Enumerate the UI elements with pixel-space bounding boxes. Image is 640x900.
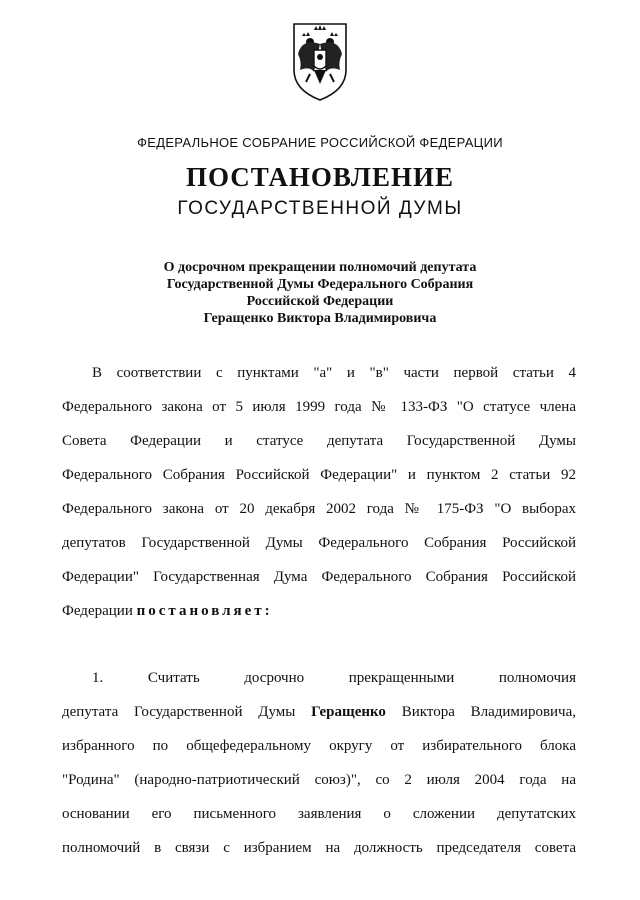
preamble-line: Совета Федерации и статусе депутата Государственной Думы (62, 433, 576, 449)
preamble-line: депутатов Государственной Думы Федерального Собрания Российской (62, 535, 576, 551)
clause-line (62, 695, 576, 729)
document-subject (0, 259, 640, 327)
issuer-heading: ГОСУДАРСТВЕННОЙ ДУМЫ (177, 198, 463, 219)
clause-line: "Родина" (народно-патриотический союз)", со 2 июля 2004 года на (62, 772, 576, 788)
clause-text: Виктора Владимировича, (401, 704, 577, 720)
clause-line: избранного по общефедеральному округу от избирательного блока (62, 738, 576, 754)
subject-line: Геращенко Виктора Владимировича (203, 311, 437, 326)
assembly-heading: ФЕДЕРАЛЬНОЕ СОБРАНИЕ РОССИЙСКОЙ ФЕДЕРАЦИИ (137, 135, 503, 150)
subject-line: О досрочном прекращении полномочий депутата (163, 260, 477, 275)
subject-line: Государственной Думы Федерального Собрания (166, 277, 474, 292)
coat-of-arms-emblem-icon (288, 20, 352, 102)
document-type-title: ПОСТАНОВЛЕНИЕ (185, 162, 455, 192)
clause-line: основании его письменного заявления о сложении депутатских (62, 806, 576, 822)
resolves-word: постановляет: (136, 603, 273, 619)
subject-line: Российской Федерации (246, 294, 394, 309)
clause-text: депутата Государственной Думы (62, 704, 296, 720)
preamble-line: Федерации" Государственная Дума Федерального Собрания Российской (62, 569, 576, 585)
document-body (62, 356, 576, 865)
deputy-surname: Геращенко (311, 704, 386, 720)
preamble-line: Федерального закона от 5 июля 1999 года № 133-ФЗ "О статусе члена (62, 399, 576, 415)
preamble-line: Федерального Собрания Российской Федерации" и пунктом 2 статьи 92 (62, 467, 576, 483)
preamble-prefix: Федерации (62, 603, 133, 619)
preamble-line: Федерального закона от 20 декабря 2002 года № 175-ФЗ "О выборах (62, 501, 576, 517)
clause-line: полномочий в связи с избранием на должность председателя совета (62, 840, 576, 856)
clause-line: 1. Считать досрочно прекращенными полномочия (92, 670, 576, 686)
preamble-last-line (62, 594, 576, 628)
preamble-line: В соответствии с пунктами "а" и "в" части первой статьи 4 (92, 365, 576, 381)
